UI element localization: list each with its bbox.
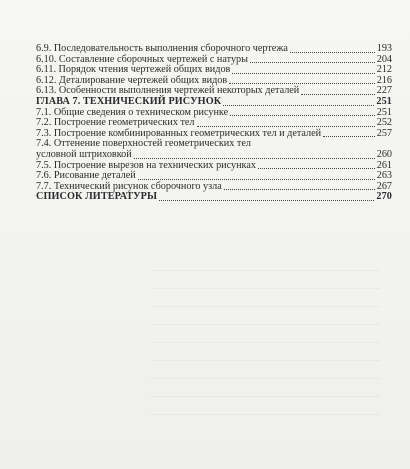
dot-leader [223,105,374,106]
toc-entry-page: 216 [376,74,392,86]
toc-entry-6-9 [34,44,392,55]
toc-entry-title: 6.11. Порядок чтения чертежей общих видов [36,64,231,76]
toc-entry-title: 6.9. Последовательность выполнения сборочного чертежа [36,43,288,54]
dot-leader [232,73,374,74]
toc-entry-title: 7.4. Оттенение поверхностей геометрических тел [36,138,251,150]
toc-entry-title: условной штриховкой [36,148,132,160]
dot-leader [258,168,375,169]
toc-entry-page: 257 [376,127,392,139]
toc-entry-title: 7.6. Рисование деталей [36,170,136,182]
dot-leader [138,179,375,180]
toc-chapter-page: 251 [376,95,392,107]
toc-entry-page: 212 [376,64,392,76]
toc-entry-page: 261 [376,159,392,171]
dot-leader [159,200,374,201]
dot-leader [229,83,375,84]
toc-entry-page: 252 [376,117,392,129]
toc-entry-title: 7.7. Технический рисунок сборочного узла [36,180,222,192]
toc-entry-7-4-line-2 [34,150,392,161]
dot-leader [250,62,375,63]
toc-entry-page: 267 [376,180,392,192]
toc-entry-title: 6.12. Деталирование чертежей общих видов [36,74,228,86]
toc-entry-title: 7.5. Построение вырезов на технических рисунках [36,159,256,171]
toc-entry-title: 7.3. Построение комбинированных геометрических тел и деталей [36,127,322,139]
toc-entry-title: 7.1. Общие сведения о техническом рисунке [36,106,229,118]
toc-entry-page: 251 [376,106,392,118]
toc-entry-page: 204 [376,53,392,65]
toc-entry-page: 227 [376,85,392,97]
reverse-side-show-through [150,262,380,422]
dot-leader [134,158,375,159]
toc-references-page: 270 [376,191,392,203]
toc-references [34,192,392,203]
dot-leader [230,115,375,116]
toc-entry-title: 6.13. Особенности выполнения чертежей некоторых деталей [36,85,300,97]
dot-leader [301,94,374,95]
toc-entry-title: 6.10. Составление сборочных чертежей с натуры [36,53,248,65]
dot-leader [197,126,375,127]
toc-entry-page: 263 [376,170,392,182]
toc-chapter-title: ГЛАВА 7. ТЕХНИЧЕСКИЙ РИСУНОК [36,95,222,107]
toc-references-title: СПИСОК ЛИТЕРАТУРЫ [36,191,158,203]
toc-entry-title: 7.2. Построение геометрических тел [36,117,195,129]
table-of-contents [34,44,392,203]
dot-leader [224,189,375,190]
toc-entry-page: 260 [376,148,392,160]
dot-leader [290,52,375,53]
dot-leader [323,136,375,137]
toc-entry-page: 193 [376,43,392,54]
toc-chapter-7 [34,97,392,108]
